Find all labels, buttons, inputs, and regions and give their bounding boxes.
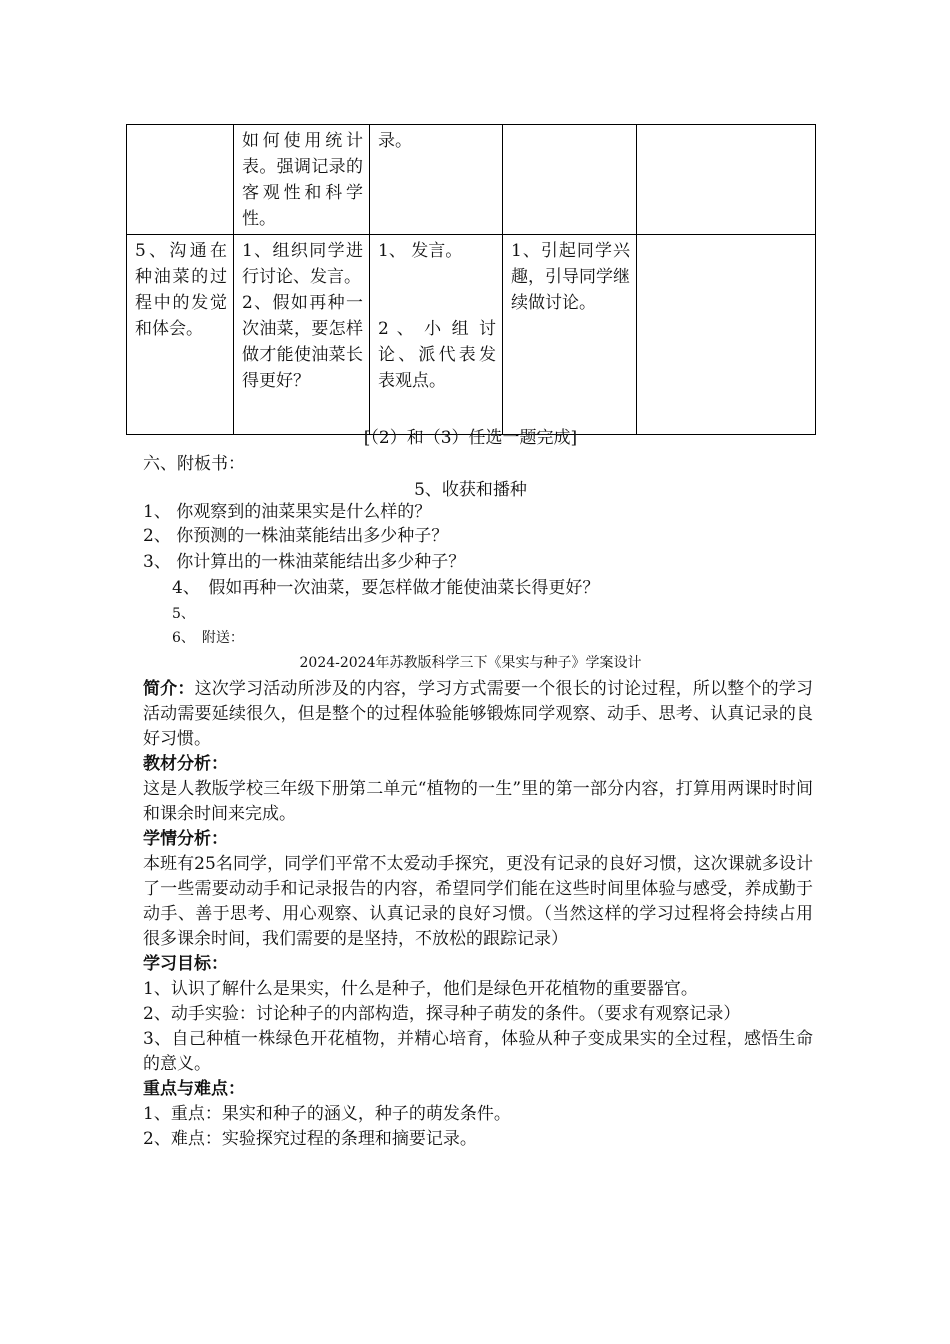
task-note: [（2）和（3）任选一题完成] — [363, 428, 578, 448]
teacher-activity-1: 1、组织同学进行讨论、发言。 — [242, 241, 363, 287]
intro-label: 简介： — [143, 679, 195, 699]
table-cell-student-activity — [370, 235, 503, 435]
board-item: 6、 附送： — [172, 630, 244, 646]
document-title: 2024-2024年苏教版科学三下《果实与种子》学案设计 — [299, 655, 642, 671]
board-item: 4、 假如再种一次油菜，要怎样做才能使油菜长得更好？ — [172, 578, 600, 598]
board-item: 2、 你预测的一株油菜能结出多少种子？ — [143, 526, 449, 546]
board-heading: 六、附板书： — [143, 454, 245, 474]
board-item: 1、 你观察到的油菜果实是什么样的？ — [143, 502, 432, 522]
table-row — [127, 235, 816, 435]
intro-text: 这次学习活动所涉及的内容，学习方式需要一个很长的讨论过程，所以整个的学习活动需要延续很久，但是整个的过程体验能够锻炼同学观察、动手、思考、认真记录的良好习惯。 — [143, 679, 814, 749]
student-activity-1: 1、 发言。 — [378, 241, 463, 261]
keypoints-heading: 重点与难点： — [143, 1079, 245, 1099]
material-heading: 教材分析： — [143, 754, 228, 774]
table-row — [127, 125, 816, 235]
content-sections — [143, 677, 813, 1152]
table-cell-student-activity: 录。 — [370, 125, 503, 235]
goal-item: 3、自己种植一株绿色开花植物，并精心培育，体验从种子变成果实的全过程，感悟生命的意义。 — [143, 1029, 813, 1074]
goals-heading: 学习目标： — [143, 954, 228, 974]
keypoint-item: 2、难点：实验探究过程的条理和摘要记录。 — [143, 1129, 477, 1149]
goal-item: 2、动手实验：讨论种子的内部构造，探寻种子萌发的条件。（要求有观察记录） — [143, 1004, 741, 1024]
table-cell-purpose: 1、引起同学兴趣，引导同学继续做讨论。 — [503, 235, 637, 435]
students-text: 本班有25名同学，同学们平常不太爱动手探究，更没有记录的良好习惯，这次课就多设计了一些需要动动手和记录报告的内容，希望同学们能在这些时间里体验与感受，养成勤于动手、善于思考、用心观察、认真记录的良好习惯。（当然这样的学习过程将会持续占用很多课余时间，我们需要的是坚持，不放松的跟踪记录） — [143, 854, 813, 949]
table-cell-empty — [127, 125, 234, 235]
board-item: 3、 你计算出的一株油菜能结出多少种子？ — [143, 552, 466, 572]
table-cell-teacher-activity — [234, 235, 370, 435]
teacher-activity-2: 2、假如再种一次油菜，要怎样做才能使油菜长得更好？ — [242, 293, 363, 391]
keypoint-item: 1、重点：果实和种子的涵义，种子的萌发条件。 — [143, 1104, 511, 1124]
lesson-table — [126, 124, 816, 435]
student-activity-2: 2 、 小 组 讨论、派代表发表观点。 — [378, 319, 496, 391]
material-text: 这是人教版学校三年级下册第二单元“植物的一生”里的第一部分内容，打算用两课时时间和课余时间来完成。 — [143, 779, 813, 824]
students-heading: 学情分析： — [143, 829, 228, 849]
board-title: 5、收获和播种 — [414, 480, 527, 500]
table-cell-step: 5、沟通在种油菜的过程中的发觉和体会。 — [127, 235, 234, 435]
board-item: 5、 — [172, 606, 195, 622]
table-cell-teacher-activity: 如何使用统计表。强调记录的客观性和科学性。 — [234, 125, 370, 235]
table-cell-empty — [637, 235, 816, 435]
table-cell-empty — [503, 125, 637, 235]
goal-item: 1、认识了解什么是果实，什么是种子，他们是绿色开花植物的重要器官。 — [143, 979, 698, 999]
intro-paragraph — [143, 677, 813, 752]
table-cell-empty — [637, 125, 816, 235]
